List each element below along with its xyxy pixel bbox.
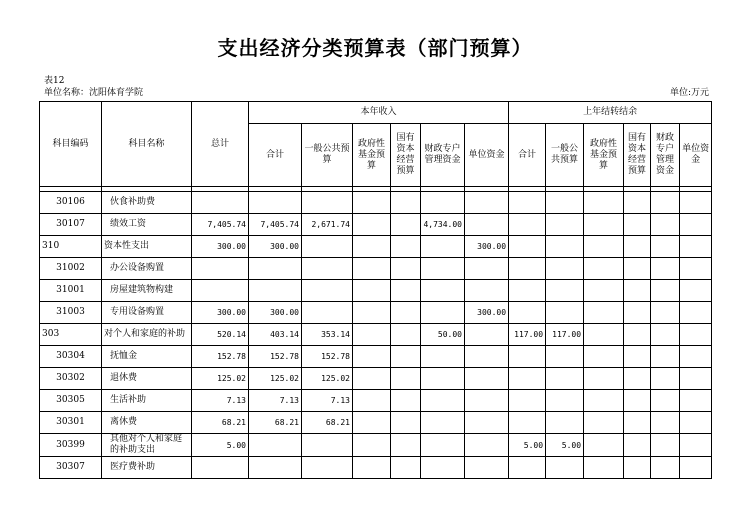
cell-value	[546, 258, 584, 280]
cell-value	[391, 214, 421, 236]
cell-code: 30301	[40, 412, 102, 434]
cell-value	[353, 457, 391, 479]
cell-value	[584, 457, 624, 479]
cell-value: 68.21	[302, 412, 353, 434]
cell-value	[302, 457, 353, 479]
cell-value	[421, 390, 465, 412]
cell-value	[651, 214, 680, 236]
cell-value	[302, 302, 353, 324]
cell-value	[624, 368, 651, 390]
cell-value: 520.14	[192, 324, 249, 346]
cell-value	[421, 302, 465, 324]
cell-value: 300.00	[465, 236, 509, 258]
cell-value	[680, 192, 712, 214]
cell-value	[624, 214, 651, 236]
cell-code: 31001	[40, 280, 102, 302]
table-row	[40, 457, 712, 479]
cell-value	[391, 390, 421, 412]
cell-code: 31003	[40, 302, 102, 324]
header-cy-col: 单位资金	[465, 124, 509, 187]
cell-value	[651, 324, 680, 346]
cell-value: 5.00	[546, 434, 584, 457]
cell-value	[584, 280, 624, 302]
cell-value	[624, 346, 651, 368]
cell-code: 30305	[40, 390, 102, 412]
cell-value	[546, 390, 584, 412]
cell-value	[192, 258, 249, 280]
cell-value	[391, 457, 421, 479]
cell-value	[509, 368, 546, 390]
cell-value	[546, 280, 584, 302]
cell-value	[465, 434, 509, 457]
cell-name: 伙食补助费	[102, 192, 192, 214]
cell-value	[421, 236, 465, 258]
cell-value	[680, 368, 712, 390]
cell-value: 300.00	[192, 302, 249, 324]
unit-name: 单位名称：沈阳体育学院	[44, 88, 144, 98]
table-row	[40, 368, 712, 390]
cell-value	[391, 236, 421, 258]
cell-value: 5.00	[192, 434, 249, 457]
cell-value	[353, 412, 391, 434]
cell-code: 30399	[40, 434, 102, 457]
cell-value	[624, 236, 651, 258]
cell-value	[421, 412, 465, 434]
cell-value	[465, 280, 509, 302]
table-body	[40, 187, 712, 479]
table-row	[40, 390, 712, 412]
cell-value	[353, 302, 391, 324]
cell-value	[391, 368, 421, 390]
cell-value	[465, 346, 509, 368]
cell-value: 5.00	[509, 434, 546, 457]
cell-value: 152.78	[302, 346, 353, 368]
cell-value	[680, 302, 712, 324]
cell-value	[192, 280, 249, 302]
cell-value	[302, 236, 353, 258]
cell-code: 30307	[40, 457, 102, 479]
cell-code: 30302	[40, 368, 102, 390]
cell-value	[509, 457, 546, 479]
cell-value	[680, 412, 712, 434]
cell-value	[353, 368, 391, 390]
cell-value	[421, 368, 465, 390]
cell-value	[680, 258, 712, 280]
cell-value	[249, 192, 302, 214]
cell-value	[353, 280, 391, 302]
table-number: 表12	[44, 76, 65, 86]
cell-value	[651, 236, 680, 258]
cell-value: 353.14	[302, 324, 353, 346]
cell-value	[680, 324, 712, 346]
cell-value	[509, 214, 546, 236]
cell-value	[302, 192, 353, 214]
cell-value	[651, 192, 680, 214]
cell-value: 68.21	[192, 412, 249, 434]
cell-code: 30107	[40, 214, 102, 236]
cell-value	[391, 412, 421, 434]
cell-value	[465, 324, 509, 346]
cell-value	[192, 192, 249, 214]
cell-value	[680, 280, 712, 302]
cell-name: 其他对个人和家庭的补助支出	[102, 434, 192, 457]
header-cy-col: 一般公共预算	[302, 124, 353, 187]
cell-value	[546, 302, 584, 324]
cell-value	[421, 192, 465, 214]
cell-value	[546, 214, 584, 236]
header-cy-col: 国有资本经营预算	[391, 124, 421, 187]
cell-value	[302, 280, 353, 302]
header-cy-col: 合计	[249, 124, 302, 187]
cell-value	[465, 258, 509, 280]
cell-value: 7,405.74	[249, 214, 302, 236]
cell-value	[546, 457, 584, 479]
cell-code: 303	[40, 324, 102, 346]
cell-value	[353, 214, 391, 236]
cell-value	[353, 192, 391, 214]
table-row	[40, 346, 712, 368]
cell-value: 7,405.74	[192, 214, 249, 236]
header-co-col: 合计	[509, 124, 546, 187]
header-carryover: 上年结转结余	[509, 102, 712, 124]
cell-value	[465, 368, 509, 390]
header-current-year: 本年收入	[249, 102, 509, 124]
unit-label: 单位:万元	[669, 88, 709, 98]
cell-value	[651, 390, 680, 412]
cell-code: 31002	[40, 258, 102, 280]
cell-value	[680, 214, 712, 236]
header-co-col: 一般公共预算	[546, 124, 584, 187]
cell-value	[624, 457, 651, 479]
cell-value	[465, 412, 509, 434]
cell-value	[391, 280, 421, 302]
cell-value	[651, 457, 680, 479]
cell-value	[584, 412, 624, 434]
cell-value	[680, 346, 712, 368]
cell-value	[421, 280, 465, 302]
cell-value	[651, 368, 680, 390]
cell-name: 资本性支出	[102, 236, 192, 258]
cell-value	[546, 346, 584, 368]
cell-value	[249, 457, 302, 479]
cell-name: 对个人和家庭的补助	[102, 324, 192, 346]
cell-value	[302, 258, 353, 280]
cell-value: 125.02	[302, 368, 353, 390]
cell-value	[624, 258, 651, 280]
table-row	[40, 280, 712, 302]
cell-name: 抚恤金	[102, 346, 192, 368]
header-co-col: 国有资本经营预算	[624, 124, 651, 187]
cell-value	[680, 236, 712, 258]
header-co-col: 单位资金	[680, 124, 712, 187]
cell-value	[624, 434, 651, 457]
cell-value: 300.00	[249, 236, 302, 258]
cell-value	[680, 434, 712, 457]
cell-value: 125.02	[249, 368, 302, 390]
cell-value	[624, 192, 651, 214]
cell-value	[651, 302, 680, 324]
cell-value	[584, 324, 624, 346]
cell-value	[391, 324, 421, 346]
cell-value	[651, 280, 680, 302]
cell-value: 300.00	[465, 302, 509, 324]
cell-name: 生活补助	[102, 390, 192, 412]
cell-value	[421, 457, 465, 479]
table-row	[40, 412, 712, 434]
table-row	[40, 236, 712, 258]
cell-value: 117.00	[509, 324, 546, 346]
cell-value: 7.13	[302, 390, 353, 412]
cell-value	[421, 258, 465, 280]
cell-code: 30304	[40, 346, 102, 368]
cell-value	[584, 346, 624, 368]
cell-value	[509, 192, 546, 214]
cell-value	[651, 434, 680, 457]
cell-value: 152.78	[192, 346, 249, 368]
cell-value	[584, 302, 624, 324]
table-row	[40, 258, 712, 280]
table-row	[40, 324, 712, 346]
cell-value	[249, 434, 302, 457]
budget-table	[39, 101, 712, 479]
cell-value	[249, 258, 302, 280]
cell-value	[509, 280, 546, 302]
cell-value	[624, 412, 651, 434]
cell-value	[353, 258, 391, 280]
cell-value	[353, 434, 391, 457]
cell-value	[584, 390, 624, 412]
table-row	[40, 434, 712, 457]
cell-value	[421, 434, 465, 457]
cell-value	[624, 280, 651, 302]
cell-value	[249, 280, 302, 302]
cell-value	[509, 346, 546, 368]
cell-value: 2,671.74	[302, 214, 353, 236]
cell-name: 退休费	[102, 368, 192, 390]
cell-value: 68.21	[249, 412, 302, 434]
cell-value	[584, 192, 624, 214]
cell-value	[192, 457, 249, 479]
cell-value	[624, 390, 651, 412]
cell-value: 300.00	[249, 302, 302, 324]
header-name: 科目名称	[102, 102, 192, 187]
header-code: 科目编码	[40, 102, 102, 187]
table-row	[40, 192, 712, 214]
cell-value	[465, 192, 509, 214]
cell-value	[465, 214, 509, 236]
cell-value	[584, 434, 624, 457]
cell-value	[353, 324, 391, 346]
cell-value: 125.02	[192, 368, 249, 390]
cell-value	[584, 258, 624, 280]
cell-name: 房屋建筑物构建	[102, 280, 192, 302]
cell-value	[509, 258, 546, 280]
cell-value: 152.78	[249, 346, 302, 368]
cell-value	[680, 390, 712, 412]
cell-name: 医疗费补助	[102, 457, 192, 479]
cell-value	[651, 346, 680, 368]
cell-value	[584, 236, 624, 258]
cell-value	[584, 214, 624, 236]
cell-value	[391, 434, 421, 457]
cell-value: 7.13	[249, 390, 302, 412]
cell-value	[391, 258, 421, 280]
cell-value	[651, 258, 680, 280]
cell-value	[302, 434, 353, 457]
cell-value	[624, 302, 651, 324]
table-row	[40, 302, 712, 324]
cell-value	[680, 457, 712, 479]
cell-value	[391, 346, 421, 368]
cell-name: 绩效工资	[102, 214, 192, 236]
cell-value: 4,734.00	[421, 214, 465, 236]
cell-value: 403.14	[249, 324, 302, 346]
cell-value	[546, 192, 584, 214]
cell-value: 300.00	[192, 236, 249, 258]
page-title: 支出经济分类预算表（部门预算）	[217, 36, 533, 60]
cell-value	[465, 457, 509, 479]
header-cy-col: 财政专户管理资金	[421, 124, 465, 187]
cell-value	[353, 236, 391, 258]
table-row	[40, 214, 712, 236]
cell-value	[651, 412, 680, 434]
header-co-col: 政府性基金预算	[584, 124, 624, 187]
cell-value	[509, 236, 546, 258]
cell-name: 专用设备购置	[102, 302, 192, 324]
cell-value	[353, 390, 391, 412]
cell-value: 50.00	[421, 324, 465, 346]
cell-value	[509, 412, 546, 434]
cell-value	[624, 324, 651, 346]
cell-value: 117.00	[546, 324, 584, 346]
cell-value	[509, 390, 546, 412]
cell-value	[546, 236, 584, 258]
cell-value	[391, 192, 421, 214]
cell-value: 7.13	[192, 390, 249, 412]
cell-value	[546, 368, 584, 390]
cell-value	[465, 390, 509, 412]
cell-value	[584, 368, 624, 390]
cell-value	[391, 302, 421, 324]
header-total: 总计	[192, 102, 249, 187]
cell-value	[421, 346, 465, 368]
cell-name: 办公设备购置	[102, 258, 192, 280]
header-co-col: 财政专户管理资金	[651, 124, 680, 187]
cell-value	[353, 346, 391, 368]
cell-name: 离休费	[102, 412, 192, 434]
cell-code: 310	[40, 236, 102, 258]
cell-value	[509, 302, 546, 324]
cell-value	[546, 412, 584, 434]
header-cy-col: 政府性基金预算	[353, 124, 391, 187]
cell-code: 30106	[40, 192, 102, 214]
